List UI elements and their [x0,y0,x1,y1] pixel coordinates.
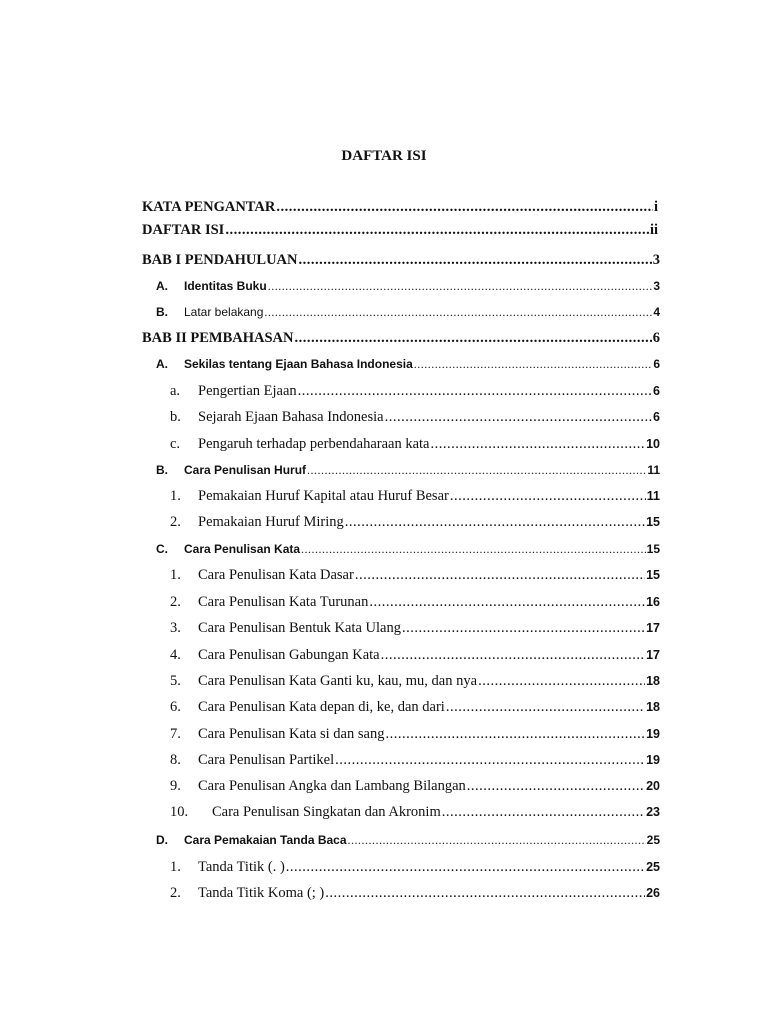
toc-entry-subitem [170,511,660,531]
dot-leader [381,646,645,664]
toc-entry-page: 25 [646,860,660,874]
toc-entry-subitem [170,749,660,769]
toc-entry-marker: 10. [170,804,189,820]
toc-entry-label: Latar belakang [184,305,264,319]
dot-leader [325,884,645,902]
toc-entry-marker: 2. [170,594,181,610]
toc-entry-label: Pengertian Ejaan [198,383,297,399]
toc-entry-subitem [170,591,660,611]
toc-entry-marker: 9. [170,778,181,794]
toc-entry-subitem [170,801,660,821]
toc-entry-label: DAFTAR ISI [142,222,225,238]
toc-entry-label: BAB II PEMBAHASAN [142,330,294,346]
toc-entry-marker: A. [156,357,168,371]
toc-entry-page: 6 [653,357,660,371]
toc-entry-subitem [170,882,660,902]
toc-entry-subitem [170,644,660,664]
toc-entry-page: 15 [646,542,660,556]
toc-entry-label: Cara Penulisan Singkatan dan Akronim [212,804,441,820]
toc-entry-section [156,301,660,321]
toc-entry-subitem [170,696,660,716]
toc-entry-label: Cara Penulisan Huruf [184,463,307,477]
toc-entry-section [156,353,660,373]
toc-entry-page: 18 [646,674,660,688]
toc-entry-page: 23 [646,805,660,819]
toc-entry-label: Tanda Titik (. ) [198,859,285,875]
toc-entry-marker: 5. [170,673,181,689]
toc-entry-marker: 4. [170,647,181,663]
page-title: DAFTAR ISI [341,148,427,164]
toc-entry-marker: c. [170,436,181,452]
toc-entry-label: Cara Penulisan Kata depan di, ke, dan dari [198,699,445,715]
dot-leader [307,461,646,479]
toc-entry-section [156,538,660,558]
toc-entry-page: 3 [653,279,660,293]
toc-entry-marker: B. [156,305,168,319]
toc-entry-label: Cara Penulisan Kata Dasar [198,567,354,583]
toc-entry-label: Identitas Buku [184,279,267,293]
toc-entry-section [156,459,660,479]
toc-entry-label: Cara Penulisan Partikel [198,752,335,768]
toc-entry-section [156,275,660,295]
toc-entry-subitem [170,723,660,743]
toc-entry-page: 26 [646,886,660,900]
toc-entry-subitem [170,564,660,584]
toc-entry-marker: D. [156,833,168,847]
toc-entry-subitem [170,433,660,453]
toc-entry-page: 6 [653,410,660,424]
toc-entry-page: 4 [653,305,660,319]
toc-entry-marker: A. [156,279,168,293]
dot-leader [446,698,645,716]
dot-leader [299,251,652,269]
toc-entry-label: Pemakaian Huruf Miring [198,514,344,530]
toc-entry-marker: 6. [170,699,181,715]
dot-leader [301,540,646,558]
toc-entry-section [156,829,660,849]
toc-entry-marker: 2. [170,885,181,901]
toc-entry-kata-pengantar [142,196,658,216]
toc-entry-bab-2 [142,327,660,347]
toc-entry-page: ii [649,222,658,238]
toc-entry-label: BAB I PENDAHULUAN [142,252,298,268]
toc-entry-page: 18 [646,700,660,714]
toc-entry-page: 25 [646,833,660,847]
toc-entry-label: Sejarah Ejaan Bahasa Indonesia [198,409,384,425]
toc-entry-label: Sekilas tentang Ejaan Bahasa Indonesia [184,357,413,371]
dot-leader [414,355,653,373]
toc-entry-page: 10 [646,437,660,451]
toc-entry-page: 3 [652,252,660,268]
dot-leader [348,831,646,849]
toc-entry-marker: 1. [170,488,181,504]
toc-entry-label: Cara Penulisan Kata Turunan [198,594,369,610]
dot-leader [478,672,645,690]
dot-leader [369,593,645,611]
toc-entry-page: 17 [646,648,660,662]
toc-entry-page: 16 [646,595,660,609]
dot-leader [268,277,653,295]
toc-entry-page: 6 [652,330,660,346]
toc-entry-subitem [170,856,660,876]
dot-leader [355,566,645,584]
dot-leader [402,619,645,637]
toc-entry-marker: 3. [170,620,181,636]
toc-entry-label: Pengaruh terhadap perbendaharaan kata [198,436,430,452]
toc-entry-page: 6 [653,384,660,398]
toc-entry-daftar-isi [142,219,658,239]
dot-leader [385,725,645,743]
toc-entry-marker: B. [156,463,168,477]
toc-entry-label: Cara Penulisan Kata [184,542,301,556]
toc-entry-label: Cara Penulisan Kata si dan sang [198,726,385,742]
dot-leader [467,777,645,795]
toc-entry-label: Tanda Titik Koma (; ) [198,885,325,901]
toc-entry-page: 15 [646,568,660,582]
toc-entry-label: Cara Penulisan Kata Ganti ku, kau, mu, dan nya [198,673,478,689]
toc-entry-marker: 1. [170,859,181,875]
toc-entry-page: 11 [647,463,660,477]
toc-entry-label: KATA PENGANTAR [142,199,276,215]
toc-entry-subitem [170,670,660,690]
toc-entry-bab-1 [142,249,660,269]
toc-entry-marker: 1. [170,567,181,583]
dot-leader [286,858,645,876]
dot-leader [225,221,649,239]
toc-entry-subitem [170,485,660,505]
toc-entry-page: 17 [646,621,660,635]
dot-leader [298,382,652,400]
toc-entry-subitem [170,775,660,795]
dot-leader [264,303,652,321]
dot-leader [450,487,646,505]
toc-entry-marker: 2. [170,514,181,530]
toc-entry-label: Cara Pemakaian Tanda Baca [184,833,347,847]
toc-entry-page: 20 [646,779,660,793]
toc-entry-label: Cara Penulisan Gabungan Kata [198,647,380,663]
toc-entry-page: 11 [646,489,660,503]
toc-entry-marker: b. [170,409,181,425]
toc-entry-page: 15 [646,515,660,529]
toc-entry-page: 19 [646,727,660,741]
toc-entry-subitem [170,406,660,426]
dot-leader [430,435,645,453]
dot-leader [385,408,652,426]
toc-entry-marker: 7. [170,726,181,742]
dot-leader [442,803,645,821]
toc-entry-page: i [653,199,658,215]
dot-leader [294,329,651,347]
dot-leader [335,751,645,769]
toc-entry-label: Cara Penulisan Angka dan Lambang Bilangan [198,778,466,794]
dot-leader [276,198,653,216]
toc-entry-label: Cara Penulisan Bentuk Kata Ulang [198,620,401,636]
toc-entry-label: Pemakaian Huruf Kapital atau Huruf Besar [198,488,449,504]
toc-entry-subitem [170,617,660,637]
toc-entry-marker: a. [170,383,181,399]
toc-entry-marker: 8. [170,752,181,768]
dot-leader [345,513,645,531]
toc-entry-subitem [170,380,660,400]
toc-entry-marker: C. [156,542,168,556]
toc-entry-page: 19 [646,753,660,767]
